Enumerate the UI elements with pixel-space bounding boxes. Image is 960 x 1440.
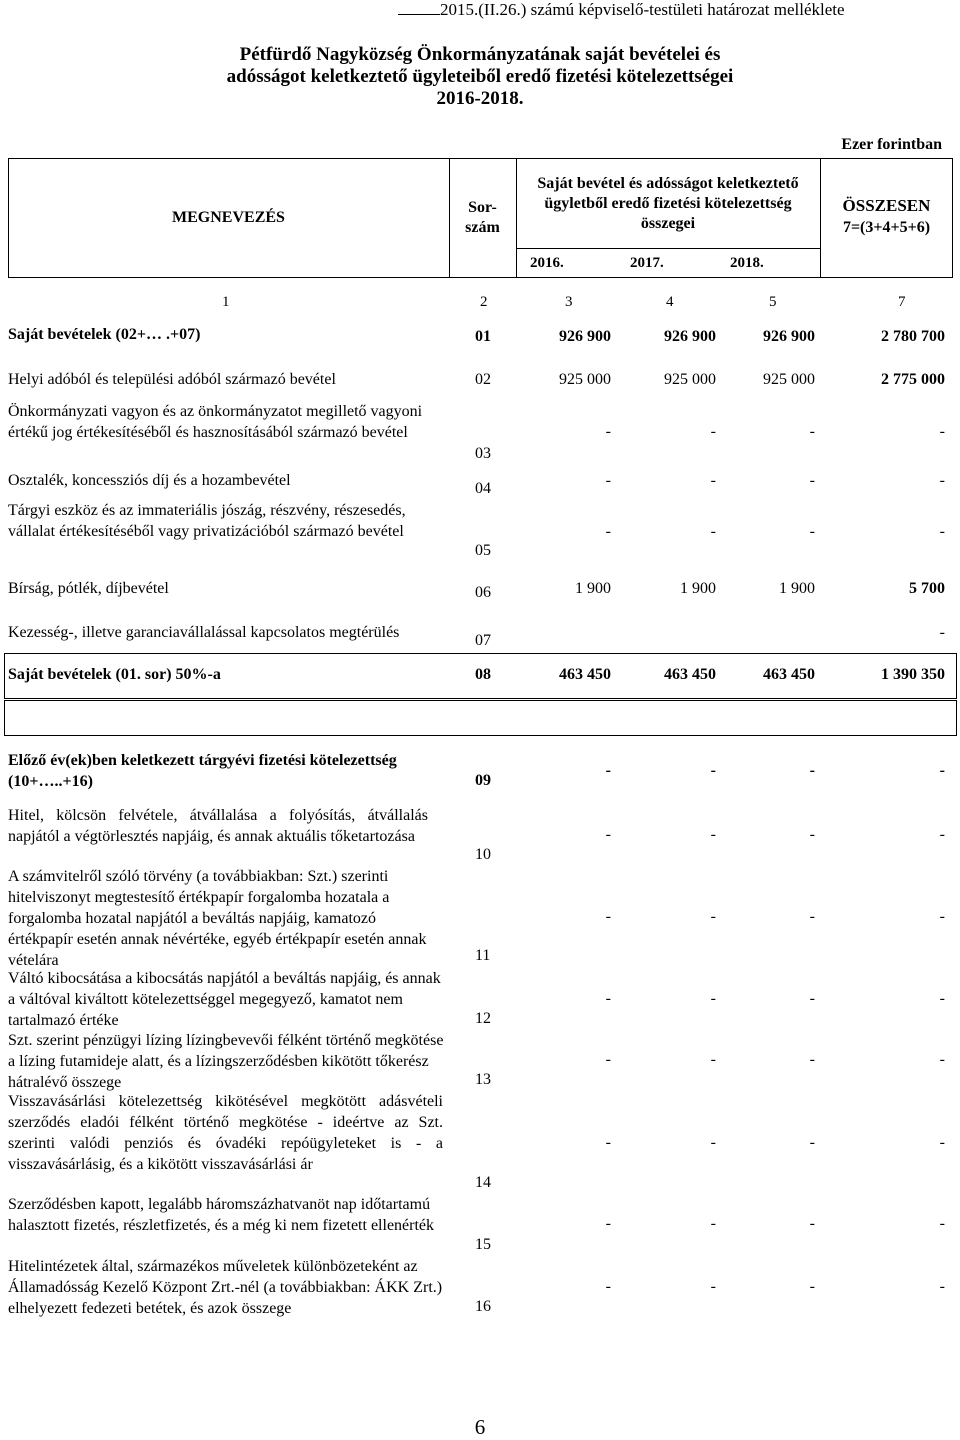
column-number: 3 <box>565 294 573 310</box>
value-2016: - <box>605 523 611 540</box>
value-total: 2 775 000 <box>881 371 945 388</box>
value-2018: - <box>809 1134 815 1151</box>
blank-underline <box>398 0 440 15</box>
value-2017: - <box>710 1278 716 1295</box>
header-divider <box>516 248 820 249</box>
row-code: 14 <box>475 1174 491 1191</box>
row-label: Kezesség-, illetve garanciavállalással kapcsolatos megtérülés <box>8 624 400 641</box>
value-total: - <box>939 908 945 925</box>
value-2016: - <box>605 423 611 440</box>
row-code: 06 <box>475 584 491 601</box>
value-total: - <box>939 523 945 540</box>
row-code: 15 <box>475 1236 491 1253</box>
header-total-formula: 7=(3+4+5+6) <box>842 219 931 236</box>
value-2017: - <box>710 423 716 440</box>
header-divider <box>516 158 517 278</box>
value-2018: 925 000 <box>763 371 815 388</box>
row-code: 02 <box>475 371 491 388</box>
row-code: 11 <box>475 947 491 964</box>
header-total-column: ÖSSZESEN <box>842 196 931 215</box>
value-2018: 463 450 <box>763 666 815 683</box>
resolution-text: 2015.(II.26.) számú képviselő-testületi határozat melléklete <box>440 0 845 19</box>
unit-label: Ezer forintban <box>841 136 942 153</box>
row-code: 12 <box>475 1010 491 1027</box>
value-2018: - <box>809 423 815 440</box>
value-2017: 1 900 <box>680 580 716 597</box>
value-2017: - <box>710 1134 716 1151</box>
value-2018: - <box>809 472 815 489</box>
value-2017: 925 000 <box>664 371 716 388</box>
value-total: 1 390 350 <box>881 666 945 683</box>
document-title-line-1: Pétfürdő Nagyközség Önkormányzatának saját bevételei és <box>239 44 721 65</box>
row-label: Helyi adóból és települési adóból származó bevétel <box>8 371 336 388</box>
value-2016: - <box>605 990 611 1007</box>
value-total: - <box>939 1051 945 1068</box>
value-2016: - <box>605 1051 611 1068</box>
header-row-number-column: Sor- szám <box>465 199 500 236</box>
year-2017: 2017. <box>630 255 664 271</box>
row-code: 01 <box>475 328 491 345</box>
row-code: 10 <box>475 846 491 863</box>
value-2016: 1 900 <box>575 580 611 597</box>
value-2016: 463 450 <box>559 666 611 683</box>
value-2016: - <box>605 908 611 925</box>
value-total: - <box>939 423 945 440</box>
value-total: - <box>939 1215 945 1232</box>
value-2018: - <box>809 1051 815 1068</box>
value-2018: - <box>809 1215 815 1232</box>
value-2016: - <box>605 826 611 843</box>
value-total: - <box>939 1134 945 1151</box>
value-2017: - <box>710 990 716 1007</box>
row-label: Hitel, kölcsön felvétele, átvállalása a folyósítás, átvállalás napjától a végtörlesztés napjáig, és annak aktuális tőketartozása <box>8 807 428 845</box>
value-2017: 926 900 <box>664 328 716 345</box>
row-code: 09 <box>475 772 491 789</box>
row-label: Hitelintézetek által, származékos műveletek különbözeteként az Államadósság Kezelő Központ Zrt.-nél (a továbbiakban: ÁKK Zrt.) elhelyezett fedezeti betétek, és azok összege <box>8 1258 443 1317</box>
value-2016: - <box>605 472 611 489</box>
value-2017: - <box>710 762 716 779</box>
row-code: 04 <box>475 480 491 497</box>
header-name-column: MEGNEVEZÉS <box>172 209 285 226</box>
row-code: 08 <box>475 666 491 683</box>
value-2017: - <box>710 908 716 925</box>
value-2017: - <box>710 1051 716 1068</box>
resolution-reference <box>398 0 960 22</box>
value-2016: 926 900 <box>559 328 611 345</box>
row-label: Szt. szerint pénzügyi lízing lízingbevevői félként történő megkötése a lízing futamideje alatt, és a lízingszerződésben kikötött tőkerész hátralévő összege <box>8 1032 444 1091</box>
row-label: Tárgyi eszköz és az immateriális jószág, részvény, részesedés, vállalat értékesítéséből vagy privatizációból származó bevétel <box>8 502 406 540</box>
value-2018: - <box>809 1278 815 1295</box>
year-2016: 2016. <box>530 255 564 271</box>
row-label: Visszavásárlási kötelezettség kikötésével megkötött adásvételi szerződés eladói félként történő megkötése - ideértve az Szt. szerinti valódi penziós és óvadéki repóügyleteket is - a visszavásárlásig, és a kikötött visszavásárlási ár <box>8 1093 443 1173</box>
row-label: Saját bevételek (01. sor) 50%-a <box>8 666 221 683</box>
row-label: Előző év(ek)ben keletkezett tárgyévi fizetési kötelezettség (10+…..+16) <box>8 752 397 790</box>
document-title-line-3: 2016-2018. <box>436 88 524 109</box>
value-2017: - <box>710 472 716 489</box>
value-2016: - <box>605 1134 611 1151</box>
row-label: Szerződésben kapott, legalább háromszázhatvanöt nap időtartamú halasztott fizetés, részletfizetés, és a még ki nem fizetett ellenérték <box>8 1196 435 1234</box>
row-label: Váltó kibocsátása a kibocsátás napjától a beváltás napjáig, és annak a váltóval kiváltott kötelezettséggel megegyező, kamatot nem tartalmazó értéke <box>8 970 441 1029</box>
value-total: - <box>939 472 945 489</box>
value-2017: - <box>710 523 716 540</box>
value-total: 5 700 <box>909 580 945 597</box>
row-code: 05 <box>475 542 491 559</box>
column-number: 7 <box>898 294 906 310</box>
value-2017: 463 450 <box>664 666 716 683</box>
value-total: - <box>939 990 945 1007</box>
value-2016: - <box>605 762 611 779</box>
value-total: - <box>939 1278 945 1295</box>
value-2018: 1 900 <box>779 580 815 597</box>
row-code: 13 <box>475 1071 491 1088</box>
value-2017: - <box>710 826 716 843</box>
value-2018: - <box>809 762 815 779</box>
value-2018: - <box>809 826 815 843</box>
column-number: 4 <box>666 294 674 310</box>
document-title-line-2: adósságot keletkeztető ügyleteiből eredő fizetési kötelezettségei <box>226 66 734 87</box>
value-2018: 926 900 <box>763 328 815 345</box>
column-number: 2 <box>480 294 488 310</box>
row-label: A számvitelről szóló törvény (a továbbiakban: Szt.) szerinti hitelviszonyt megtestesítő értékpapír forgalomba hozatala a forgalomba hozatal napjától a beváltás napjáig, kamatozó értékpapír esetén annak névértéke, egyéb értékpapír esetén annak vételára <box>8 868 427 969</box>
column-number: 5 <box>769 294 777 310</box>
row-code: 07 <box>475 632 491 649</box>
header-amounts-column: Saját bevétel és adósságot keletkeztető ügyletből eredő fizetési kötelezettség összegei <box>537 175 799 232</box>
row-label: Önkormányzati vagyon és az önkormányzatot megillető vagyoni értékű jog értékesítéséből és hasznosításából származó bevétel <box>8 403 423 441</box>
row-label: Bírság, pótlék, díjbevétel <box>8 580 169 597</box>
value-total: - <box>939 624 945 641</box>
row-code: 16 <box>475 1298 491 1315</box>
value-2018: - <box>809 523 815 540</box>
value-2016: - <box>605 1215 611 1232</box>
column-number: 1 <box>222 294 230 310</box>
value-2017: - <box>710 1215 716 1232</box>
value-2016: - <box>605 1278 611 1295</box>
value-total: - <box>939 762 945 779</box>
empty-separator-row <box>4 700 957 736</box>
value-2018: - <box>809 990 815 1007</box>
row-label: Osztalék, koncessziós díj és a hozambevétel <box>8 472 291 489</box>
value-total: 2 780 700 <box>881 328 945 345</box>
page-number: 6 <box>474 1415 486 1439</box>
value-total: - <box>939 826 945 843</box>
value-2016: 925 000 <box>559 371 611 388</box>
value-2018: - <box>809 908 815 925</box>
row-label: Saját bevételek (02+… .+07) <box>8 326 201 343</box>
year-2018: 2018. <box>730 255 764 271</box>
row-code: 03 <box>475 445 491 462</box>
